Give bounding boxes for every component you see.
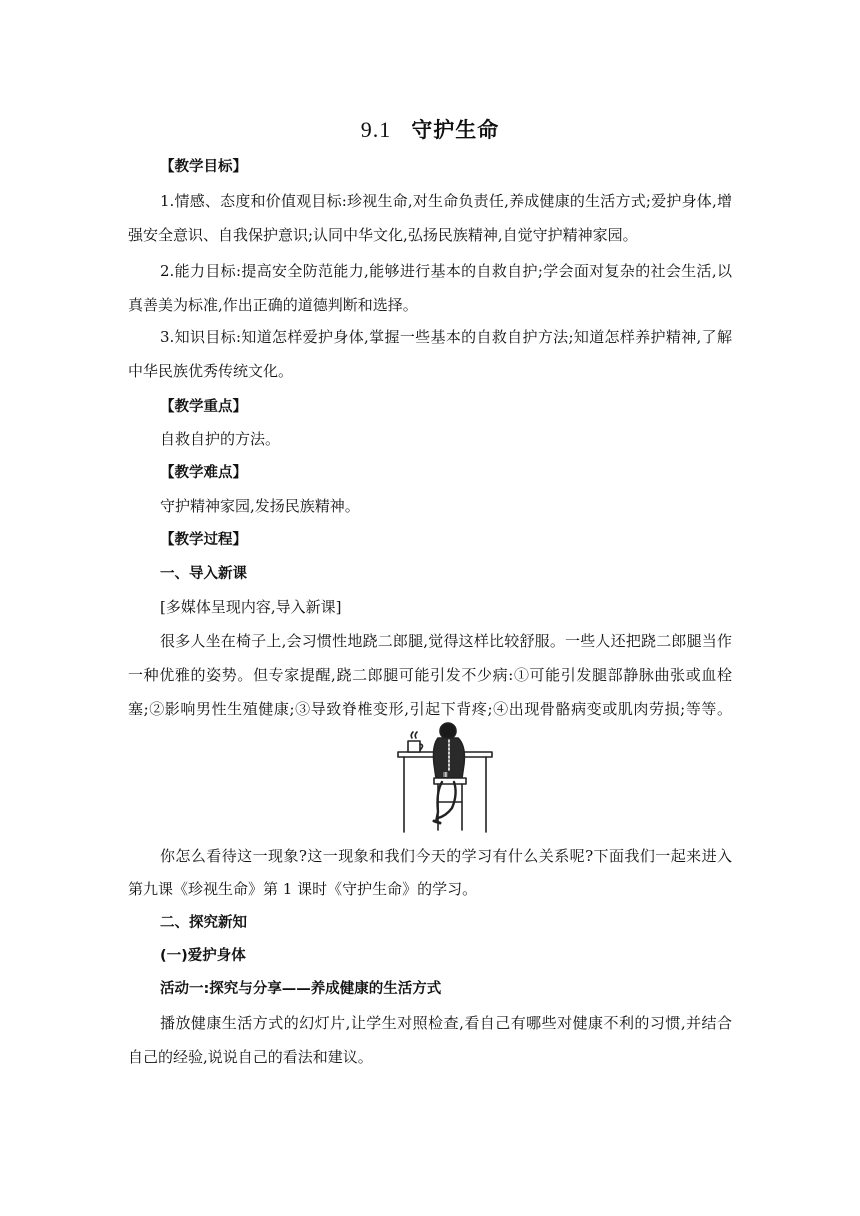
key-text: 自救自护的方法。 — [160, 430, 281, 448]
sub1-heading: (一)爱护身体 — [160, 948, 246, 964]
question-line1: 你怎么看待这一现象?这一现象和我们今天的学习有什么关系呢?下面我们一起来进入 — [160, 847, 732, 865]
activity1-heading: 活动一:探究与分享——养成健康的生活方式 — [160, 981, 442, 997]
svg-text:Ⅲ: Ⅲ — [443, 771, 448, 779]
goals-heading: 【教学目标】 — [160, 159, 247, 175]
goal2-line2: 真善美为标准,作出正确的道德判断和选择。 — [128, 296, 418, 314]
difficult-text: 守护精神家园,发扬民族精神。 — [160, 497, 360, 515]
goal3-line1: 3.知识目标:知道怎样爱护身体,掌握一些基本的自救自护方法;知道怎样养护精神,了解 — [160, 328, 732, 346]
goal2-line1: 2.能力目标:提高安全防范能力,能够进行基本的自救自护;学会面对复杂的社会生活,以 — [160, 262, 732, 280]
person-at-desk-illustration — [394, 722, 496, 834]
goal1-line2: 强安全意识、自我保护意识;认同中华文化,弘扬民族精神,自觉守护精神家园。 — [128, 226, 638, 244]
activity1-line2: 自己的经验,说说自己的看法和建议。 — [128, 1048, 373, 1066]
part2-heading: 二、探究新知 — [160, 915, 247, 931]
intro-line3: 塞;②影响男性生殖健康;③导致脊椎变形,引起下背疼;④出现骨骼病变或肌肉劳损;等等。 — [128, 700, 732, 718]
difficult-heading: 【教学难点】 — [160, 465, 247, 481]
goal3-line2: 中华民族优秀传统文化。 — [128, 362, 294, 380]
title-text: 守护生命 — [411, 118, 500, 142]
question-line2: 第九课《珍视生命》第 1 课时《守护生命》的学习。 — [128, 880, 478, 898]
activity1-line1: 播放健康生活方式的幻灯片,让学生对照检查,看自己有哪些对健康不利的习惯,并结合 — [160, 1014, 732, 1032]
page-title — [0, 114, 860, 144]
intro-line2: 一种优雅的姿势。但专家提醒,跷二郎腿可能引发不少病:①可能引发腿部静脉曲张或血栓 — [128, 666, 732, 684]
part1-heading: 一、导入新课 — [160, 566, 247, 582]
goal1-line1: 1.情感、态度和价值观目标:珍视生命,对生命负责任,养成健康的生活方式;爱护身体,增 — [160, 192, 732, 210]
key-heading: 【教学重点】 — [160, 399, 247, 415]
intro-line1: 很多人坐在椅子上,会习惯性地跷二郎腿,觉得这样比较舒服。一些人还把跷二郎腿当作 — [160, 632, 732, 650]
process-heading: 【教学过程】 — [160, 532, 247, 548]
title-number: 9.1 — [360, 117, 392, 142]
part1-note: [多媒体呈现内容,导入新课] — [160, 598, 342, 616]
